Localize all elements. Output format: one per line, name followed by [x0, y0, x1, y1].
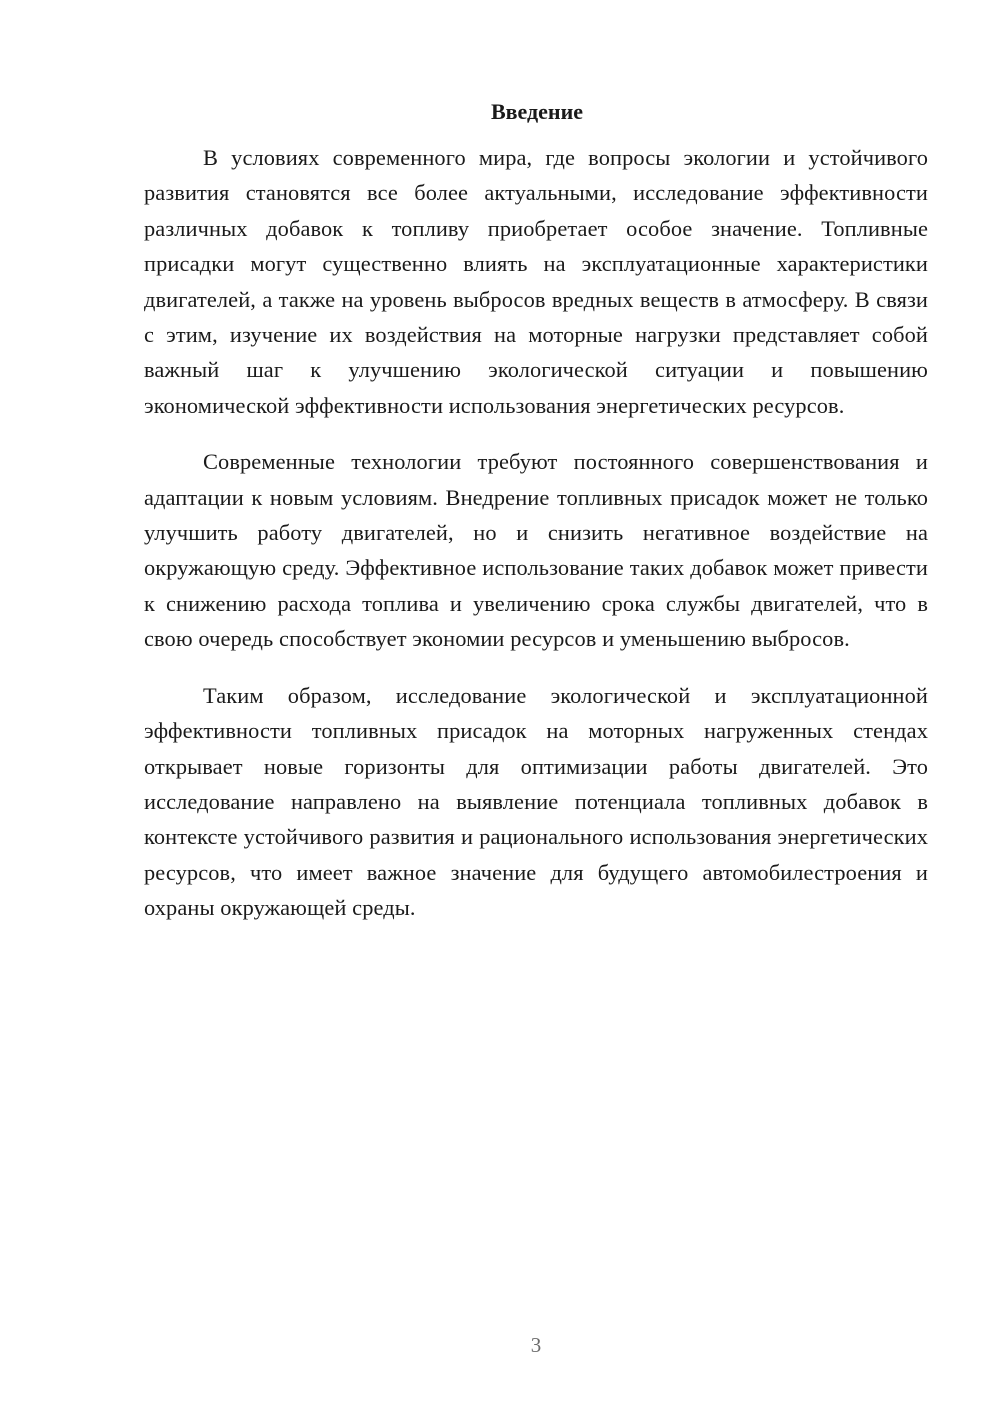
paragraph-2: Современные технологии требуют постоянного совершенствования и адаптации к новым условиям. Внедрение топливных присадок может не только улучшить работу двигателей, но и снизить негативное воздействие на окружающую среду. Эффективное использование таких добавок может привести к снижению расхода топлива и увеличению срока службы двигателей, что в свою очередь способствует экономии ресурсов и уменьшению выбросов. — [144, 449, 928, 652]
page-content — [144, 96, 928, 947]
page-number: 3 — [530, 1333, 542, 1357]
section-title: Введение — [490, 99, 584, 124]
paragraph-1: В условиях современного мира, где вопросы экологии и устойчивого развития становятся все более актуальными, исследование эффективности различных добавок к топливу приобретает особое значение. Топливные присадки могут существенно влиять на эксплуатационные характеристики двигателей, а также на уровень выбросов вредных веществ в атмосферу. В связи с этим, изучение их воздействия на моторные нагрузки представляет собой важный шаг к улучшению экологической ситуации и повышению экономической эффективности использования энергетических ресурсов. — [144, 145, 928, 418]
paragraph-3: Таким образом, исследование экологической и эксплуатационной эффективности топливных присадок на моторных нагруженных стендах открывает новые горизонты для оптимизации работы двигателей. Это исследование направлено на выявление потенциала топливных добавок в контексте устойчивого развития и рационального использования энергетических ресурсов, что имеет важное значение для будущего автомобилестроения и охраны окружающей среды. — [144, 682, 928, 921]
